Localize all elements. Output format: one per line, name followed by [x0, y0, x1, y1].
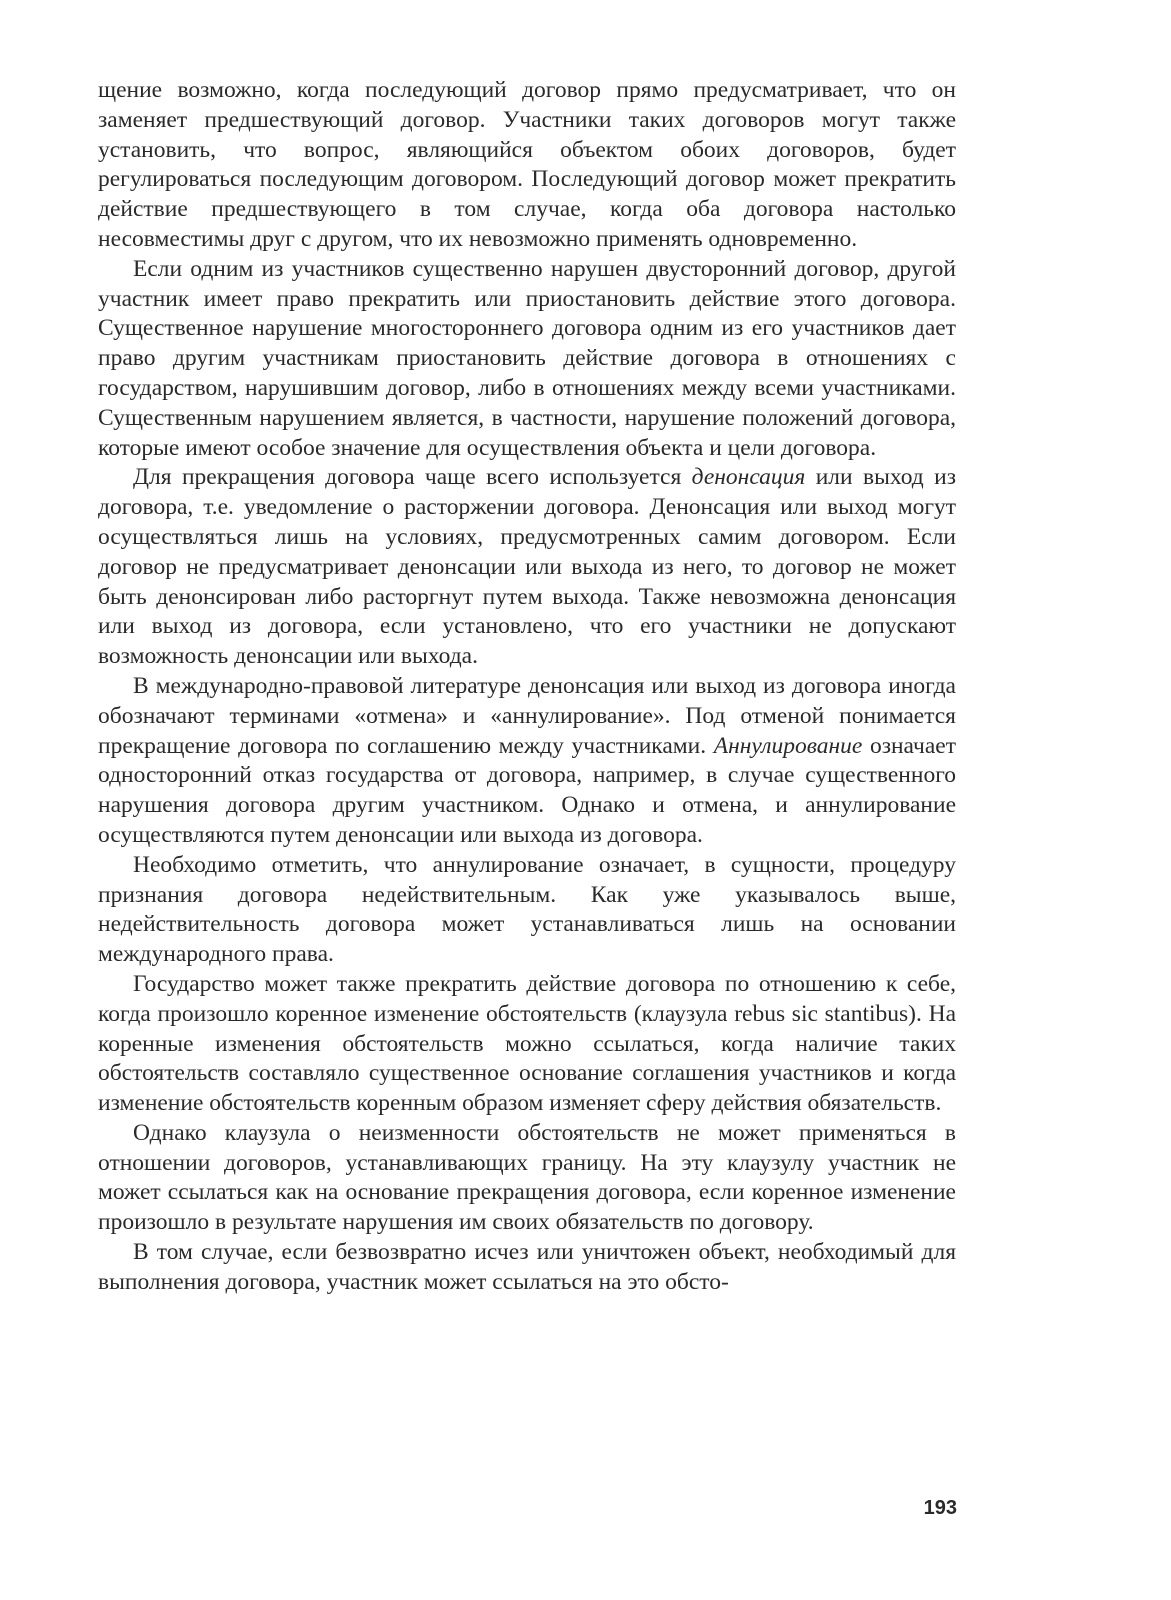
text-run: Для прекращения договора чаще всего используется — [133, 464, 692, 491]
paragraph — [98, 76, 956, 255]
page-number: 193 — [923, 1497, 957, 1519]
paragraph — [98, 255, 956, 464]
paragraph — [98, 1238, 956, 1298]
text-run: или выход из договора, т.е. уведомление о расторжении договора. Денонсация или выход могут осуществляться лишь на условиях, предусмотренных самим договором. Если договор не предусматривает денонсации или выхода из него, то договор не может быть денонсирован либо расторгнут путем выхода. Также невозможна денонсация или выход из договора, если установлено, что его участники не допускают возможность денонсации или выхода. — [98, 464, 956, 670]
page-body — [98, 76, 956, 1298]
paragraph — [98, 1119, 956, 1238]
paragraph — [98, 463, 956, 672]
text-run: В том случае, если безвозвратно исчез или уничтожен объект, необходимый для выполнения договора, участник может ссылаться на это обсто- — [98, 1239, 956, 1295]
text-run: Если одним из участников существенно нарушен двусторонний договор, другой участник имеет право прекратить или приостановить действие этого договора. Существенное нарушение многостороннего договора одним из его участников дает право другим участникам приостановить действие договора в отношениях с государством, нарушившим договор, либо в отношениях между всеми участниками. Существенным нарушением является, в частности, нарушение положений договора, которые имеют особое значение для осуществления объекта и цели договора. — [98, 255, 956, 461]
text-run: щение возможно, когда последующий договор прямо предусматривает, что он заменяет предшествующий договор. Участники таких договоров могут также установить, что вопрос, являющийся объектом обоих договоров, будет регулироваться последующим договором. Последующий договор может прекратить действие предшествующего в том случае, когда оба договора настолько несовместимы друг с другом, что их невозможно применять одновременно. — [98, 77, 956, 252]
italic-term: денонсация — [691, 464, 806, 491]
text-run: Необходимо отметить, что аннулирование означает, в сущности, процедуру признания договора недействительным. Как уже указывалось выше, недействительность договора может устанавливаться лишь на основании международного права. — [98, 851, 956, 968]
paragraph — [98, 672, 956, 851]
paragraph — [98, 851, 956, 970]
text-run: означает односторонний отказ государства от договора, например, в случае существенного нарушения договора другим участником. Однако и отмена, и аннулирование осуществляются путем денонсации или выхода из договора. — [98, 732, 956, 848]
text-run: В международно-правовой литературе денонсация или выход из договора иногда обозначают терминами «отмена» и «аннулирование». Под отменой понимается прекращение договора по соглашению между участниками. — [98, 672, 956, 759]
text-run: Государство может также прекратить действие договора по отношению к себе, когда произошло коренное изменение обстоятельств (клаузула rebus sic stantibus). На коренные изменения обстоятельств можно ссылаться, когда наличие таких обстоятельств составляло существенное основание соглашения участников и когда изменение обстоятельств коренным образом изменяет сферу действия обязательств. — [98, 970, 956, 1117]
paragraph — [98, 970, 956, 1119]
text-run: Однако клаузула о неизменности обстоятельств не может применяться в отношении договоров, устанавливающих границу. На эту клаузулу участник не может ссылаться как на основание прекращения договора, если коренное изменение произошло в результате нарушения им своих обязательств по договору. — [98, 1119, 956, 1236]
italic-term: Аннулирование — [713, 732, 863, 759]
